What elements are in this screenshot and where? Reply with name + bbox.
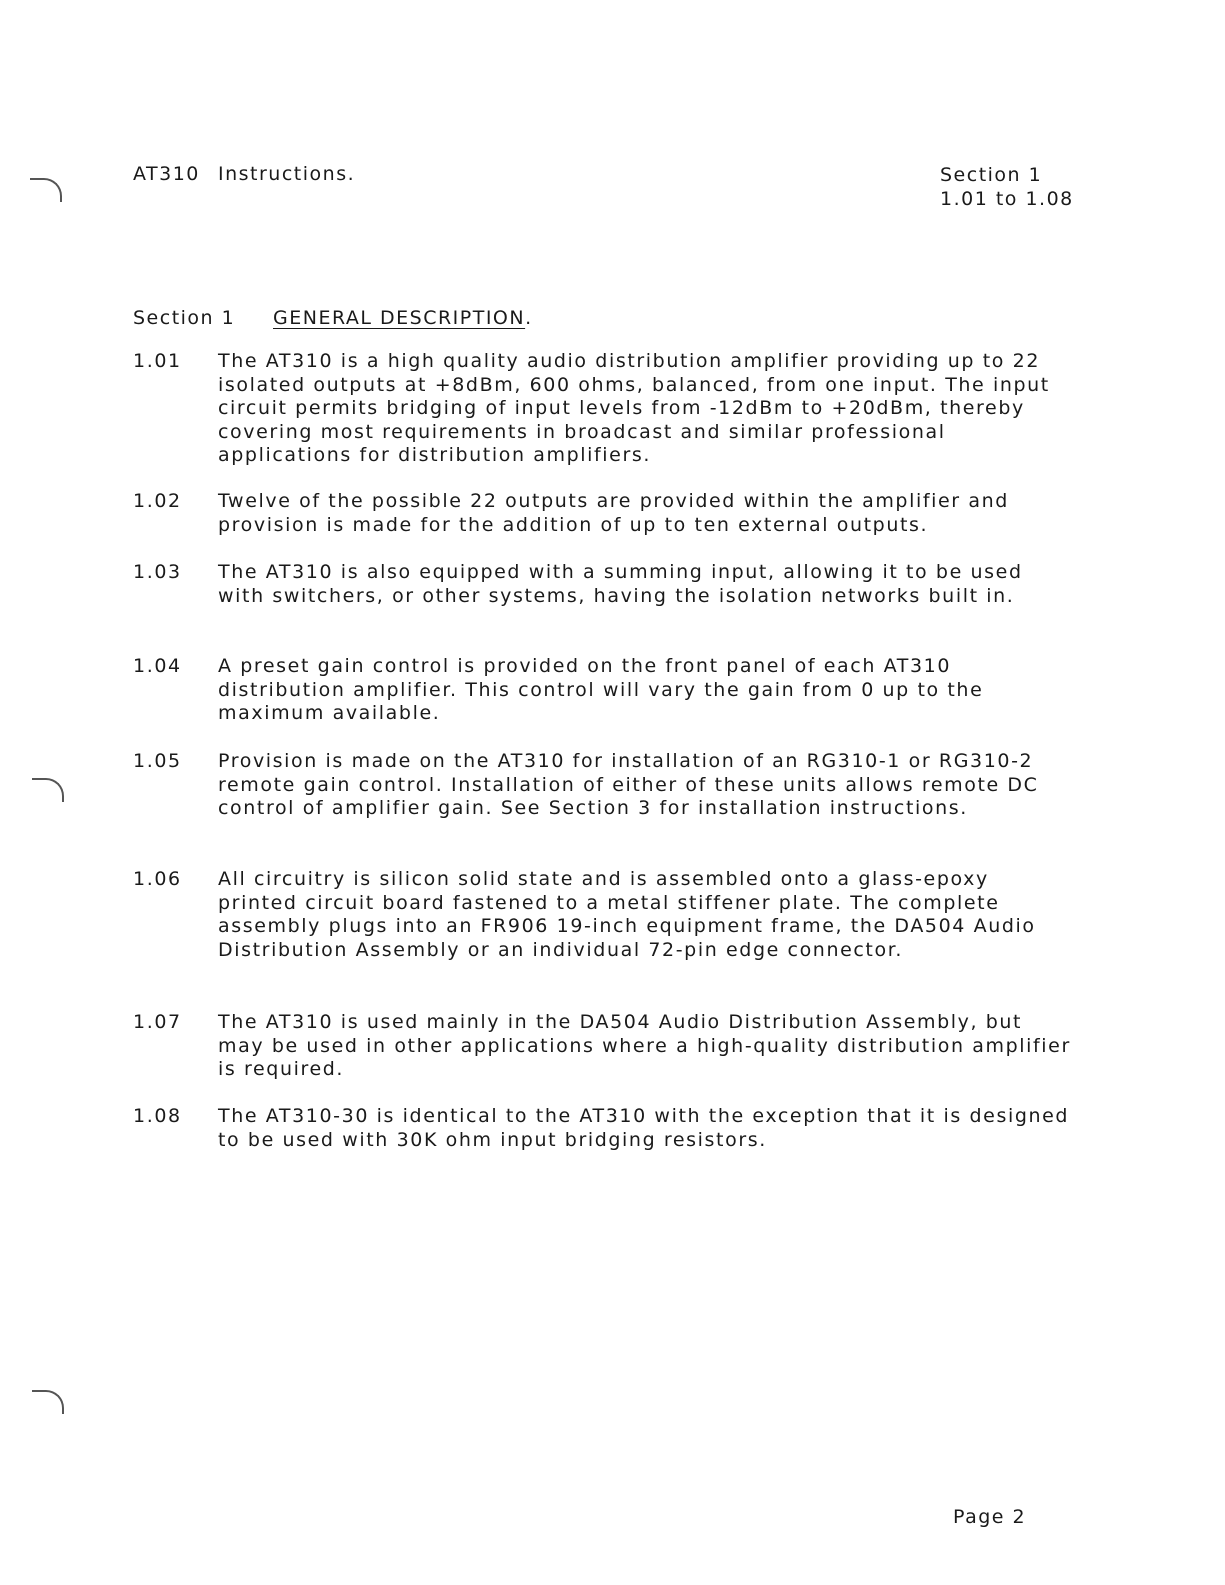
paragraph-text: A preset gain control is provided on the front panel of each AT310 distribution amplifier. This control will vary the gain from 0 up to the maximum available. — [218, 655, 984, 724]
paragraph-text: Twelve of the possible 22 outputs are provided within the amplifier and provision is made for the addition of up to ten external outputs. — [218, 490, 1009, 536]
section-heading — [133, 307, 533, 329]
section-number: Section 1 — [133, 307, 236, 329]
paragraph-number: 1.01 — [133, 350, 182, 372]
paragraph-number: 1.02 — [133, 490, 182, 512]
paragraph-number: 1.07 — [133, 1011, 182, 1033]
paragraph-1-08 — [133, 1105, 1073, 1152]
paragraph-1-05 — [133, 750, 1073, 821]
binder-hole-mark — [32, 1390, 64, 1414]
paragraph-text: The AT310 is a high quality audio distribution amplifier providing up to 22 isolated outputs at +8dBm, 600 ohms, balanced, from one input. The input circuit permits bridging of input levels from -12dBm to +20dBm, thereby covering most requirements in broadcast and similar professional applications for distribution amplifiers. — [218, 350, 1050, 466]
paragraph-text: Provision is made on the AT310 for installation of an RG310-1 or RG310-2 remote gain control. Installation of either of these units allows remote DC control of amplifier gain. See Section 3 for installation instructions. — [218, 750, 1039, 819]
binder-hole-mark — [30, 178, 62, 202]
paragraph-number: 1.03 — [133, 561, 182, 583]
section-title-punct: . — [525, 307, 533, 329]
paragraph-number: 1.06 — [133, 868, 182, 890]
paragraph-1-03 — [133, 561, 1073, 608]
paragraph-number: 1.08 — [133, 1105, 182, 1127]
section-range: 1.01 to 1.08 — [940, 188, 1074, 210]
paragraph-1-06 — [133, 868, 1073, 962]
binder-hole-mark — [32, 778, 64, 802]
paragraph-text: The AT310-30 is identical to the AT310 with the exception that it is designed to be used with 30K ohm input bridging resistors. — [218, 1105, 1070, 1151]
section-label: Section 1 — [940, 164, 1043, 186]
paragraph-text: The AT310 is used mainly in the DA504 Audio Distribution Assembly, but may be used in other applications where a high-quality distribution amplifier is required. — [218, 1011, 1071, 1080]
running-header-left — [133, 163, 355, 185]
paragraph-1-04 — [133, 655, 1073, 726]
document-code: AT310 — [133, 163, 200, 185]
section-title: GENERAL DESCRIPTION — [273, 307, 526, 329]
paragraph-1-07 — [133, 1011, 1073, 1082]
paragraph-text: All circuitry is silicon solid state and is assembled onto a glass-epoxy printed circuit board fastened to a metal stiffener plate. The complete assembly plugs into an FR906 19-inch equipment frame, the DA504 Audio Distribution Assembly or an individual 72-pin edge connector. — [218, 868, 1036, 961]
page-number: Page 2 — [953, 1506, 1027, 1528]
paragraph-text: The AT310 is also equipped with a summing input, allowing it to be used with switchers, or other systems, having the isolation networks built in. — [218, 561, 1023, 607]
running-header-right — [940, 163, 1074, 211]
paragraph-1-01 — [133, 350, 1073, 468]
paragraph-number: 1.04 — [133, 655, 182, 677]
paragraph-number: 1.05 — [133, 750, 182, 772]
document-subject: Instructions. — [218, 163, 356, 185]
paragraph-1-02 — [133, 490, 1073, 537]
